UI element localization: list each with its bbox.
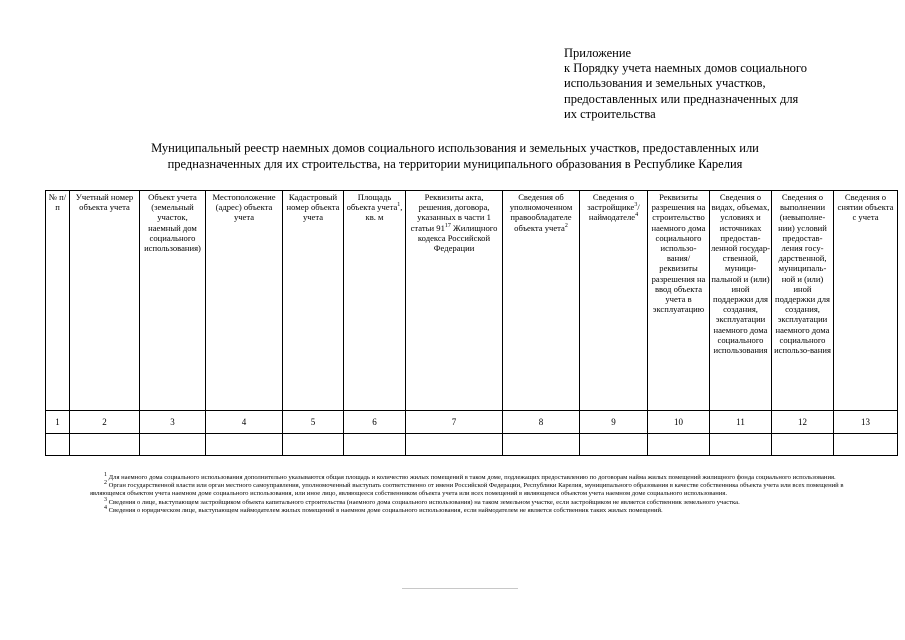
empty-cell [344, 434, 406, 456]
header-cell: Реквизиты акта, решения, договора, указанных в части 1 статьи $91^{17}$ Жилищного кодекса Российской Федерации [406, 191, 503, 411]
header-cell: Сведения о снятии объекта с учета [834, 191, 898, 411]
header-cell: Площадь объекта учета$^1$, кв. м [344, 191, 406, 411]
empty-data-row [46, 434, 898, 456]
column-number: 8 [503, 411, 580, 434]
column-number: 6 [344, 411, 406, 434]
empty-cell [648, 434, 710, 456]
title-line: предназначенных для их строительства, на территории муниципального образования в Республике Карелия [167, 156, 743, 171]
footnote: $^3$ Сведения о лице, выступающем застройщиком объекта капитального строительства (наемного дома социального использования) на таком земельном участке, если застройщиком не является собственник земельного участка. [104, 496, 740, 506]
column-number: 12 [772, 411, 834, 434]
footnote-mark: 2 [104, 480, 107, 487]
title-line: Муниципальный реестр наемных домов социального использования и земельных участков, предоставленных или [151, 141, 759, 155]
empty-cell [283, 434, 344, 456]
empty-cell [772, 434, 834, 456]
header-row [46, 191, 898, 411]
registry-table [45, 190, 898, 456]
footnote: $^1$ Для наемного дома социального использования дополнительно указываются общая площадь и количество жилых помещений в таком доме, подлежащих предоставлению по договорам найма жилых помещений жилищного фонда социального использования. [104, 471, 836, 481]
footnote: $^4$ Сведения о юридическом лице, выступающем наймодателем жилых помещений в наемном доме социального использования, если наймодателем не является собственник таких жилых помещений. [104, 504, 663, 514]
header-cell: Местоположение (адрес) объекта учета [206, 191, 283, 411]
appendix-line: Приложение [564, 46, 632, 60]
empty-cell [140, 434, 206, 456]
footnote-ref: 17 [444, 222, 451, 229]
column-number: 10 [648, 411, 710, 434]
document-title [60, 141, 850, 172]
appendix-line: к Порядку учета наемных домов социального [564, 61, 807, 76]
header-cell: Сведения о застройщике$^3$/ наймодателе$^4$ [580, 191, 648, 411]
empty-cell [834, 434, 898, 456]
column-number: 7 [406, 411, 503, 434]
empty-cell [46, 434, 70, 456]
column-number: 1 [46, 411, 70, 434]
empty-cell [70, 434, 140, 456]
footnote-mark: 3 [104, 496, 107, 503]
footnote-ref: 3 [634, 202, 638, 209]
appendix-block [564, 46, 884, 122]
header-cell: Сведения о видах, объемах, условиях и источниках предостав-ленной государ-ственной, муници-пальной и (или) иной поддержки для создания, эксплуатации наемного дома социального использования [710, 191, 772, 411]
empty-cell [710, 434, 772, 456]
header-cell: Сведения об уполномоченном правообладателе объекта учета$^2$ [503, 191, 580, 411]
column-number: 2 [70, 411, 140, 434]
footnote-ref: 2 [564, 222, 568, 229]
empty-cell [406, 434, 503, 456]
header-cell: Сведения о выполнении (невыполне-нии) условий предостав-ления госу-дарственной, муниципаль-ной и (или) иной поддержки для создания, эксплуатации наемного дома социального использо-вания [772, 191, 834, 411]
footnote-ref: 4 [635, 212, 639, 219]
column-number: 13 [834, 411, 898, 434]
header-cell: Кадастровый номер объекта учета [283, 191, 344, 411]
empty-cell [580, 434, 648, 456]
appendix-line: предоставленных или предназначенных для [564, 91, 799, 106]
footnote-mark: 4 [104, 504, 107, 511]
footnote: $^2$ Орган государственной власти или орган местного самоуправления, уполномоченный выступать соответственно от имени Российской Федерации, Республики Карелия, муниципального образования в качестве собственника объекта учета или всех помещений в являющемся объектом учета наемном доме социального использования, или иное лицо, являющееся собственником объекта учета или всех помещений в являющемся объектом учета наемном доме социального использования. [90, 480, 844, 498]
footnote-ref: 1 [397, 202, 401, 209]
column-number-row [46, 411, 898, 434]
header-cell: Реквизиты разрешения на строительство наемного дома социального использо-вания/ реквизиты разрешения на ввод объекта учета в эксплуатацию [648, 191, 710, 411]
footnote-mark: 1 [104, 471, 107, 478]
column-number: 11 [710, 411, 772, 434]
empty-cell [503, 434, 580, 456]
header-cell: Объект учета (земельный участок, наемный дом социального использования) [140, 191, 206, 411]
header-cell: № п/п [46, 191, 70, 411]
footnotes-block [90, 471, 850, 515]
header-cell: Учетный номер объекта учета [70, 191, 140, 411]
appendix-line: использования и земельных участков, [564, 76, 766, 91]
column-number: 9 [580, 411, 648, 434]
column-number: 3 [140, 411, 206, 434]
column-number: 4 [206, 411, 283, 434]
empty-cell [206, 434, 283, 456]
appendix-line: их строительства [564, 106, 656, 121]
page-divider [402, 588, 518, 589]
column-number: 5 [283, 411, 344, 434]
